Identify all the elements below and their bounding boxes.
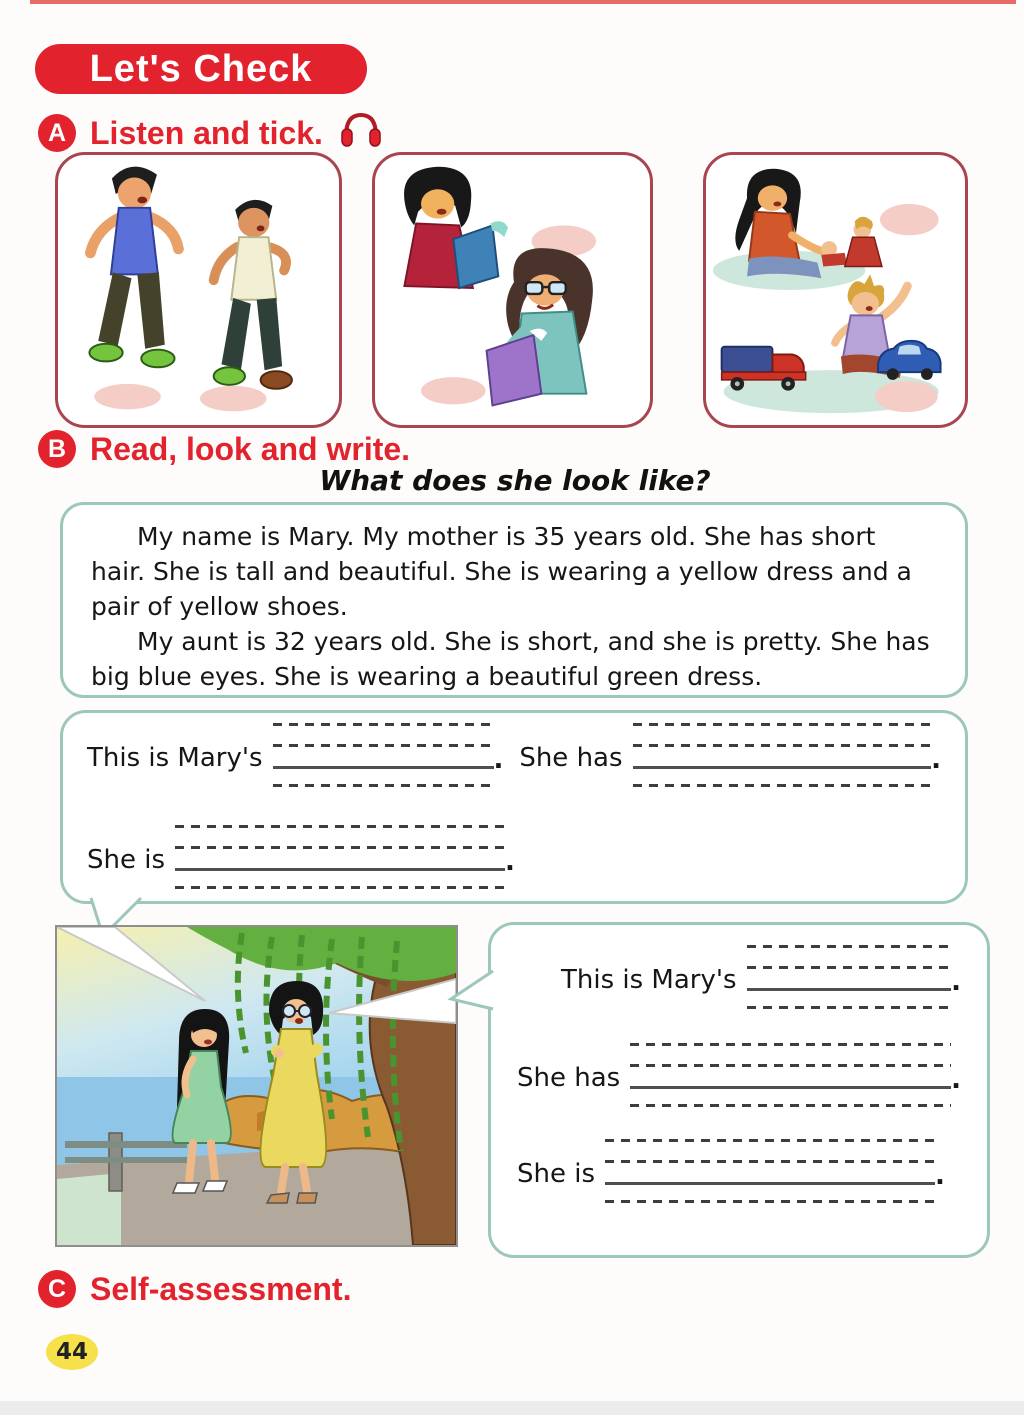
passage-paragraph-2: My aunt is 32 years old. She is short, and she is pretty. She has big blue eyes. She is wearing a beautiful green dress. — [91, 627, 930, 691]
page-top-rule — [30, 0, 1016, 4]
answer-blank-feature-2[interactable] — [630, 1043, 951, 1107]
prompt-she-has: She has — [517, 1063, 621, 1093]
speech-tail-left — [449, 969, 495, 1011]
listening-picture-1 — [55, 152, 342, 428]
period: . — [951, 1065, 961, 1095]
page-number: 44 — [55, 1339, 88, 1365]
period: . — [493, 745, 504, 775]
section-b-title: Read, look and write. — [90, 430, 411, 467]
writing1-row2 — [87, 825, 941, 889]
answer-blank-relative-1[interactable] — [273, 723, 494, 787]
tick-spot[interactable] — [421, 377, 486, 404]
reading-question: What does she look like? — [319, 464, 711, 497]
answer-blank-feature-1[interactable] — [633, 723, 932, 787]
tick-spot[interactable] — [875, 381, 938, 412]
tick-spot[interactable] — [200, 386, 267, 411]
section-b-badge: B — [38, 430, 76, 468]
prompt-she-has: She has — [519, 743, 623, 773]
prompt-she-is: She is — [517, 1159, 596, 1189]
listening-picture-2 — [372, 152, 653, 428]
banner-title: Let's Check — [89, 47, 313, 90]
headphones-icon — [337, 108, 385, 158]
writing-box-2 — [488, 922, 990, 1258]
writing-box-1 — [60, 710, 968, 904]
section-b-header — [38, 430, 410, 468]
page-number-badge — [46, 1334, 98, 1370]
writing2-row2 — [517, 1043, 961, 1107]
passage-paragraph-1: My name is Mary. My mother is 35 years old. She has short hair. She is tall and beautiful. She is wearing a yellow dress and a pair of yellow shoes. — [91, 522, 912, 621]
answer-blank-description-1[interactable] — [175, 825, 505, 889]
prompt-this-is-marys: This is Mary's — [87, 743, 263, 773]
period: . — [935, 1161, 945, 1191]
prompt-this-is-marys: This is Mary's — [561, 965, 737, 995]
answer-blank-description-2[interactable] — [605, 1139, 935, 1203]
period: . — [505, 847, 515, 877]
man-white-tank — [214, 200, 292, 389]
writing1-row1 — [87, 723, 941, 787]
woman-reading-purple-book — [487, 248, 593, 405]
section-a-header — [38, 108, 385, 158]
prompt-she-is: She is — [87, 845, 166, 875]
writing2-row1 — [561, 945, 961, 1009]
tick-spot[interactable] — [94, 384, 161, 409]
illustration-playing — [706, 155, 965, 425]
reading-passage-box — [60, 502, 968, 698]
man-blue-tank — [89, 167, 178, 368]
period: . — [931, 745, 941, 775]
page-bottom-edge — [0, 1401, 1024, 1415]
illustration-reading — [375, 155, 650, 425]
illustration-jogging-men — [58, 155, 339, 425]
section-a-title: Listen and tick. — [90, 114, 323, 151]
section-c-badge: C — [38, 1270, 76, 1308]
lesson-banner — [35, 44, 367, 94]
answer-blank-relative-2[interactable] — [747, 945, 952, 1009]
girl-reading-blue-book — [404, 167, 508, 288]
two-women-by-lake-illustration — [57, 927, 456, 1245]
section-c-header — [38, 1270, 351, 1308]
writing2-row3 — [517, 1139, 961, 1203]
section-c-title: Self-assessment. — [90, 1270, 352, 1307]
girl-playing-dolls — [735, 169, 882, 278]
scene-illustration — [55, 925, 458, 1247]
tick-spot[interactable] — [880, 204, 939, 235]
listening-picture-3 — [703, 152, 968, 428]
section-a-badge: A — [38, 114, 76, 152]
period: . — [951, 967, 961, 997]
